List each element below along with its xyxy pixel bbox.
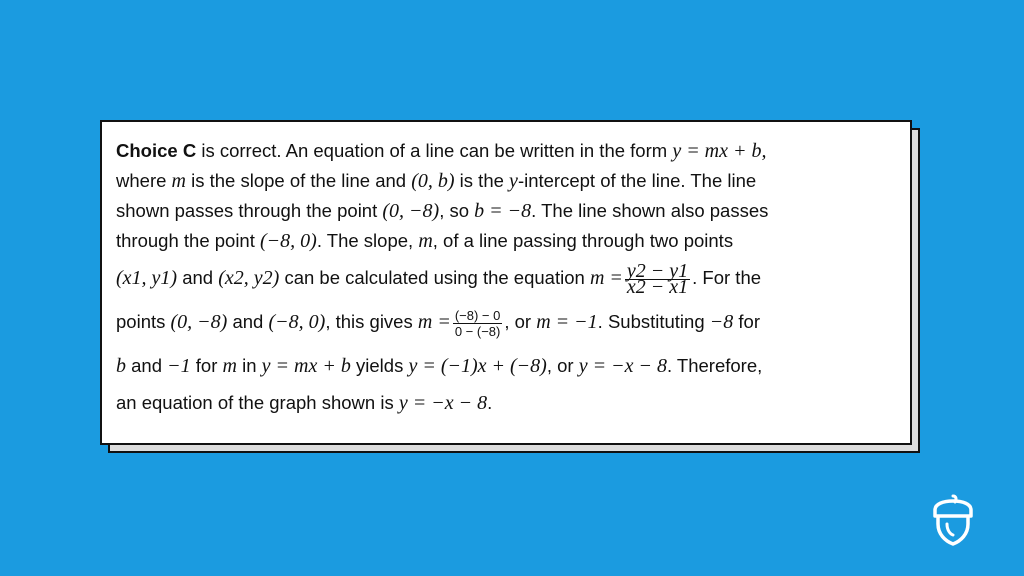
- text-segment: where: [116, 170, 172, 191]
- text-segment: in: [236, 355, 262, 376]
- math-expression: (0, −8): [382, 200, 440, 222]
- text-segment: shown passes through the point: [116, 200, 383, 221]
- explanation-card: [100, 120, 912, 445]
- text-segment: . The line shown also passes: [531, 200, 769, 221]
- text-line-2: [116, 166, 894, 196]
- text-line-1: [116, 136, 894, 166]
- math-expression: (x1, y1): [116, 267, 178, 289]
- math-expression: m =: [417, 311, 451, 333]
- text-segment: through the point: [116, 230, 260, 251]
- text-segment: , so: [439, 200, 475, 221]
- math-expression: y = mx + b,: [672, 140, 767, 162]
- text-segment: is the: [454, 170, 510, 191]
- text-segment: points: [116, 311, 171, 332]
- math-expression: b = −8: [474, 200, 532, 222]
- math-expression: b: [116, 355, 126, 377]
- text-segment: yields: [350, 355, 409, 376]
- text-segment: and: [126, 355, 168, 376]
- text-segment: is correct. An equation of a line can be written in the form: [196, 140, 673, 161]
- text-segment: , or: [504, 311, 537, 332]
- math-expression: y = (−1)x + (−8): [408, 355, 547, 377]
- answer-choice-label: Choice C: [116, 140, 197, 161]
- math-expression: m = −1: [536, 311, 598, 333]
- math-expression: (0, b): [411, 170, 455, 192]
- fraction-denominator: x2 − x1: [626, 275, 689, 298]
- math-expression: (−8, 0): [260, 230, 317, 252]
- math-expression: y = −x − 8: [398, 392, 488, 414]
- acorn-icon: [930, 494, 976, 546]
- math-expression: m: [418, 230, 433, 252]
- text-segment: . For the: [692, 267, 762, 288]
- text-segment: , this gives: [325, 311, 418, 332]
- math-expression: −1: [167, 355, 191, 377]
- math-expression: (−8, 0): [268, 311, 326, 333]
- text-segment: . The slope,: [316, 230, 419, 251]
- text-segment: , of a line passing through two points: [432, 230, 734, 251]
- math-expression: (x2, y2): [218, 267, 280, 289]
- fraction-numerator: y2 − y1: [626, 259, 689, 282]
- fraction-numerator: (−8) − 0: [454, 307, 501, 323]
- text-segment: . Therefore,: [666, 355, 763, 376]
- slope-value-fraction: [453, 308, 503, 339]
- math-expression: −8: [709, 311, 734, 333]
- text-segment: an equation of the graph shown is: [116, 392, 399, 413]
- math-expression: (0, −8): [170, 311, 228, 333]
- text-segment: for: [190, 355, 223, 376]
- text-segment: is the slope of the line and: [185, 170, 412, 191]
- text-line-4: [116, 226, 894, 256]
- text-segment: -intercept of the line. The line: [517, 170, 757, 191]
- math-expression: y: [509, 170, 518, 192]
- text-line-8: [116, 388, 894, 418]
- text-segment: and: [177, 267, 219, 288]
- text-segment: . Substituting: [597, 311, 710, 332]
- slope-formula-fraction: [625, 259, 690, 298]
- text-segment: and: [227, 311, 269, 332]
- text-segment: for: [733, 311, 760, 332]
- text-segment: , or: [546, 355, 579, 376]
- text-line-6: [116, 300, 894, 344]
- text-line-5: [116, 256, 894, 300]
- math-expression: m: [222, 355, 237, 377]
- fraction-denominator: 0 − (−8): [454, 323, 501, 339]
- text-segment: .: [487, 392, 493, 413]
- math-expression: m: [171, 170, 186, 192]
- explanation-panel: [100, 120, 912, 445]
- text-line-3: [116, 196, 894, 226]
- math-expression: y = mx + b: [261, 355, 351, 377]
- math-expression: y = −x − 8: [578, 355, 667, 377]
- text-line-7: [116, 344, 894, 388]
- text-segment: can be calculated using the equation: [279, 267, 590, 288]
- math-expression: m =: [589, 267, 623, 289]
